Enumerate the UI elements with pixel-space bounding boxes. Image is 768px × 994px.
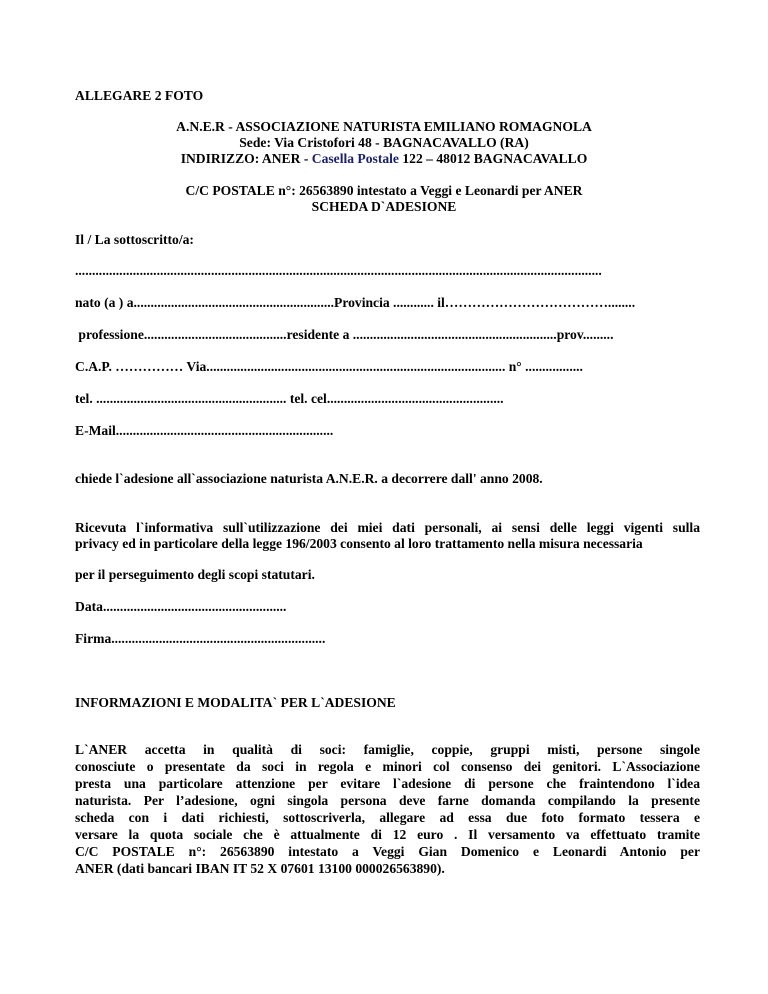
postal-account: C/C POSTALE n°: 26563890 intestato a Veggi e Leonardi per ANER bbox=[185, 183, 583, 198]
info-paragraph-line: conosciute o presentate da soci in regola e minori col consenso dei genitori. L`Associazione bbox=[75, 759, 700, 774]
info-paragraph-line: C/C POSTALE n°: 26563890 intestato a Veggi Gian Domenico e Leonardi Antonio per bbox=[75, 844, 700, 859]
info-paragraph-line: versare la quota sociale che è attualmente di 12 euro . Il versamento va effettuato tramite bbox=[75, 827, 700, 842]
info-section-title: INFORMAZIONI E MODALITA` PER L`ADESIONE bbox=[75, 695, 396, 710]
info-paragraph-line: L`ANER accetta in qualità di soci: famiglie, coppie, gruppi misti, persone singole bbox=[75, 742, 700, 757]
organization-name: A.N.E.R - ASSOCIAZIONE NATURISTA EMILIANO ROMAGNOLA bbox=[176, 119, 592, 134]
sottoscritto-label: Il / La sottoscritto/a: bbox=[75, 232, 194, 247]
indirizzo-suffix: 122 – 48012 BAGNACAVALLO bbox=[398, 151, 588, 166]
phone-line: tel. ........................................................ tel. cel.................................................... bbox=[75, 391, 504, 406]
name-field-line: ........................................................................................................................................................... bbox=[75, 263, 602, 278]
mailing-address bbox=[0, 150, 768, 167]
privacy-consent-line-3: per il perseguimento degli scopi statutari. bbox=[75, 567, 315, 582]
form-title: SCHEDA D`ADESIONE bbox=[311, 199, 457, 214]
indirizzo-prefix: INDIRIZZO: ANER - bbox=[180, 151, 312, 166]
profession-residence-line: professione..........................................residente a ............................................................prov......... bbox=[75, 327, 614, 342]
birth-info-line: nato (a ) a...........................................................Provincia ............ il………………………………........ bbox=[75, 295, 636, 310]
info-paragraph-line: naturista. Per l’adesione, ogni singola persona deve farne domanda compilando la presente bbox=[75, 793, 700, 808]
organization-address: Sede: Via Cristofori 48 - BAGNACAVALLO (RA) bbox=[239, 135, 529, 150]
membership-request: chiede l`adesione all`associazione naturista A.N.E.R. a decorrere dall' anno 2008. bbox=[75, 471, 543, 486]
cap-address-line: C.A.P. …………… Via........................................................................................ n° ................. bbox=[75, 359, 583, 374]
allegare-foto-note: ALLEGARE 2 FOTO bbox=[75, 88, 204, 103]
casella-postale-link[interactable]: Casella Postale bbox=[311, 151, 399, 166]
info-paragraph-line: scheda con i dati richiesti, sottoscriverla, allegare ad essa due foto formato tessera e bbox=[75, 810, 700, 825]
signature-field-line: Firma............................................................... bbox=[75, 631, 326, 646]
info-paragraph-line: ANER (dati bancari IBAN IT 52 X 07601 13100 000026563890). bbox=[75, 861, 445, 876]
email-line: E-Mail................................................................ bbox=[75, 423, 334, 438]
privacy-consent-line-1: Ricevuta l`informativa sull`utilizzazione dei miei dati personali, ai sensi delle leggi vigenti sulla bbox=[75, 520, 700, 535]
info-paragraph-line: presta una particolare attenzione per evitare l`adesione di persone che fraintendono l`idea bbox=[75, 776, 700, 791]
date-field-line: Data...................................................... bbox=[75, 599, 287, 614]
privacy-consent-line-2: privacy ed in particolare della legge 196/2003 consento al loro trattamento nella misura necessaria bbox=[75, 536, 643, 551]
